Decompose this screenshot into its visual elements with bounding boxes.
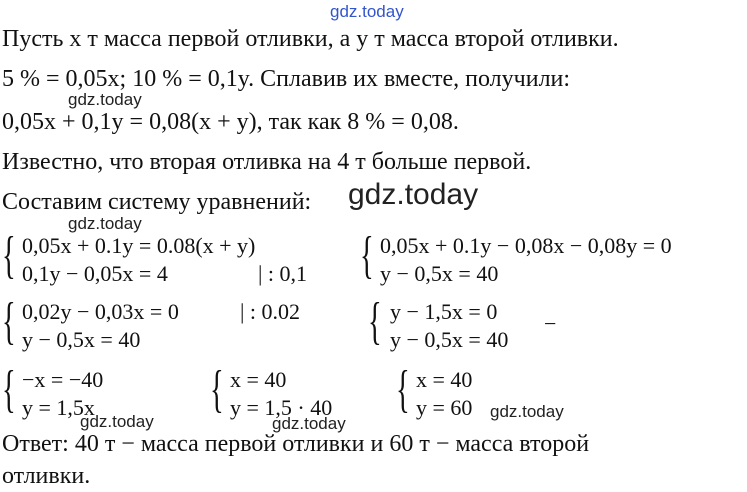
brace-icon: { (2, 227, 16, 284)
brace-icon: { (2, 293, 16, 350)
equation: y − 1,5x = 0 (390, 299, 498, 324)
text-line-4: Известно, что вторая отливка на 4 т больше первой. (2, 149, 532, 175)
equation: y − 0,5x = 40 (380, 261, 499, 286)
equation: y − 0,5x = 40 (22, 327, 141, 352)
equation: y − 0,5x = 40 (390, 327, 509, 352)
watermark-big: gdz.today (348, 178, 479, 211)
equation: −x = −40 (22, 367, 104, 392)
operation: | : 0.02 (240, 299, 301, 324)
watermark: gdz.today (490, 402, 564, 421)
operation: − (544, 311, 557, 336)
watermark: gdz.today (80, 412, 154, 431)
equation: y = 1,5 · 40 (230, 395, 333, 420)
text-line-5: Составим систему уравнений: (2, 189, 312, 215)
brace-icon: { (360, 227, 374, 284)
equation: 0,02y − 0,03x = 0 (22, 299, 179, 324)
answer-line-2: отливки. (2, 463, 91, 489)
text-line-1: Пусть x т масса первой отливки, а y т масса второй отливки. (2, 26, 619, 52)
operation: | : 0,1 (258, 261, 308, 286)
equation: y = 1,5x (22, 395, 95, 420)
equation: x = 40 (416, 367, 473, 392)
watermark-top: gdz.today (330, 2, 404, 21)
watermark: gdz.today (68, 214, 142, 233)
equation: 0,05x + 0.1y − 0,08x − 0,08y = 0 (380, 233, 672, 258)
equation: 0,05x + 0.1y = 0.08(x + y) (22, 233, 256, 258)
brace-icon: { (396, 361, 410, 418)
brace-icon: { (2, 361, 16, 418)
text-line-3: 0,05x + 0,1y = 0,08(x + y), так как 8 % = 0,08. (2, 109, 459, 135)
equation: y = 60 (416, 395, 473, 420)
equation: x = 40 (230, 367, 287, 392)
brace-icon: { (210, 361, 224, 418)
answer-line-1: Ответ: 40 т − масса первой отливки и 60 т − масса второй (2, 431, 590, 457)
equation: 0,1y − 0,05x = 4 (22, 261, 168, 286)
text-line-2: 5 % = 0,05x; 10 % = 0,1y. Сплавив их вместе, получили: (2, 66, 571, 92)
watermark: gdz.today (68, 90, 142, 109)
watermark: gdz.today (272, 414, 346, 433)
brace-icon: { (368, 293, 382, 350)
